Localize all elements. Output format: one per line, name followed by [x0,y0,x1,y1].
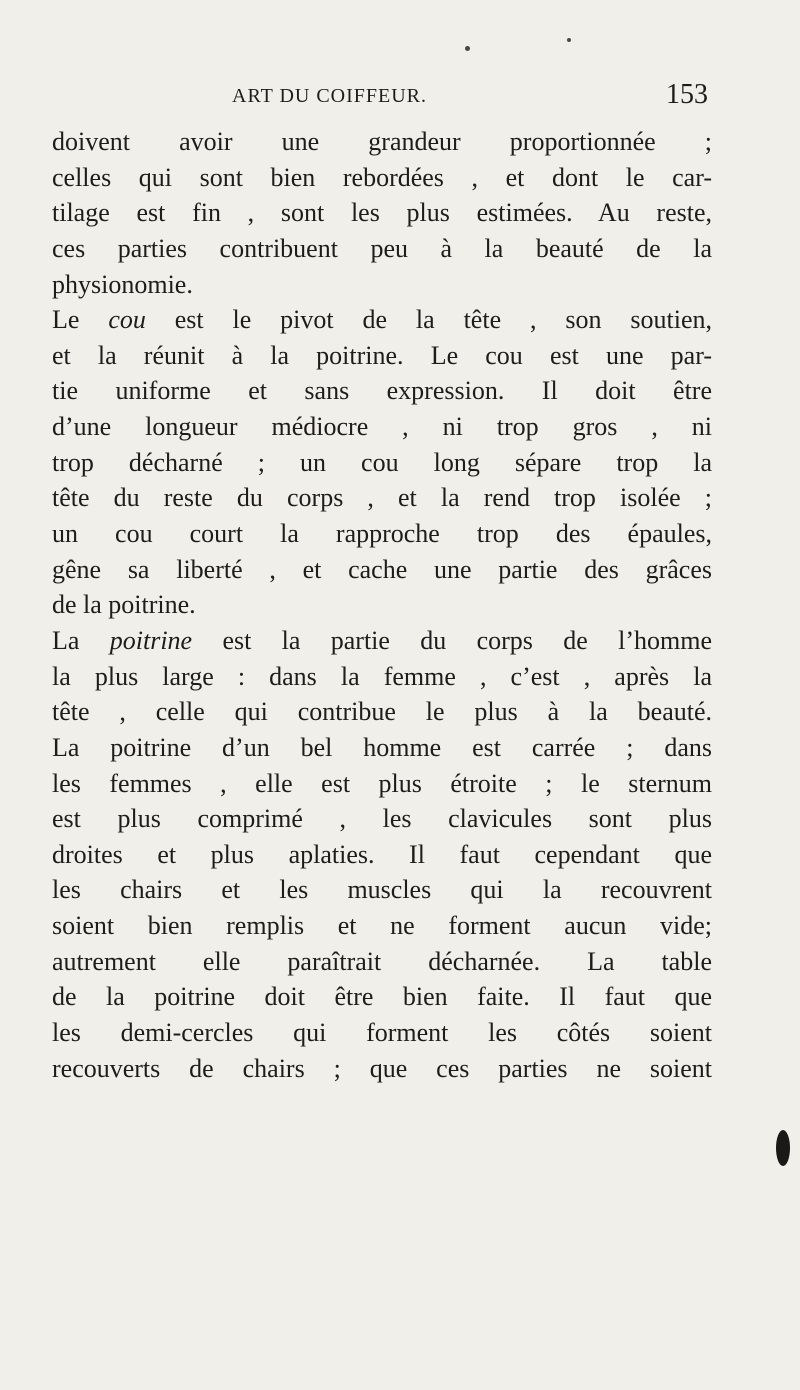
text-line: autrement elle paraîtrait décharnée. La table [52,946,712,976]
text-line: et la réunit à la poitrine. Le cou est une par- [52,340,712,370]
text-line: les femmes , elle est plus étroite ; le sternum [52,768,712,798]
text-run: La [52,625,110,655]
italic-term: cou [108,305,146,335]
text-line: un cou court la rapproche trop des épaules, [52,519,712,549]
text-line: doivent avoir une grandeur proportionnée ; [52,127,712,156]
text-line: la plus large : dans la femme , c’est , après la [52,661,712,691]
text-line: tête du reste du corps , et la rend trop isolée ; [52,483,712,513]
text-line: de la poitrine doit être bien faite. Il faut que [52,982,712,1012]
page-header [0,79,800,115]
italic-term: poitrine [109,625,193,655]
ink-blot [776,1130,790,1166]
text-line: gêne sa liberté , et cache une partie des grâces [52,554,712,584]
ink-speck [465,46,470,51]
text-line: trop décharné ; un cou long sépare trop la [52,447,712,477]
text-line: soient bien remplis et ne forment aucun vide; [52,911,712,941]
page-number: 153 [666,79,708,110]
text-line: de la poitrine. [52,590,196,620]
text-line: physionomie. [52,269,193,299]
text-line: celles qui sont bien rebordées , et dont le car- [52,162,712,192]
paragraph-first-line [52,623,712,659]
text-line: est plus comprimé , les clavicules sont plus [52,804,712,834]
text-run: Le [52,305,109,335]
text-run: est la partie du corps de l’homme [192,625,713,655]
text-line: tête , celle qui contribue le plus à la beauté. [52,697,712,727]
text-line: tilage est fin , sont les plus estimées. Au reste, [52,198,712,228]
text-line: La poitrine d’un bel homme est carrée ; dans [52,732,712,762]
text-run: est le pivot de la tête , son soutien, [145,305,712,335]
ink-speck [567,38,571,42]
text-line: recouverts de chairs ; que ces parties ne soient [52,1053,712,1083]
text-line: tie uniforme et sans expression. Il doit être [52,376,712,406]
running-title: ART DU COIFFEUR. [232,85,428,107]
body-text [52,124,712,1086]
text-line: les chairs et les muscles qui la recouvrent [52,875,712,905]
paragraph-first-line [52,302,712,338]
text-line: les demi-cercles qui forment les côtés soient [52,1018,712,1048]
text-line: d’une longueur médiocre , ni trop gros , ni [52,412,712,442]
text-line: droites et plus aplaties. Il faut cependant que [52,839,712,869]
text-line: ces parties contribuent peu à la beauté de la [52,233,712,263]
